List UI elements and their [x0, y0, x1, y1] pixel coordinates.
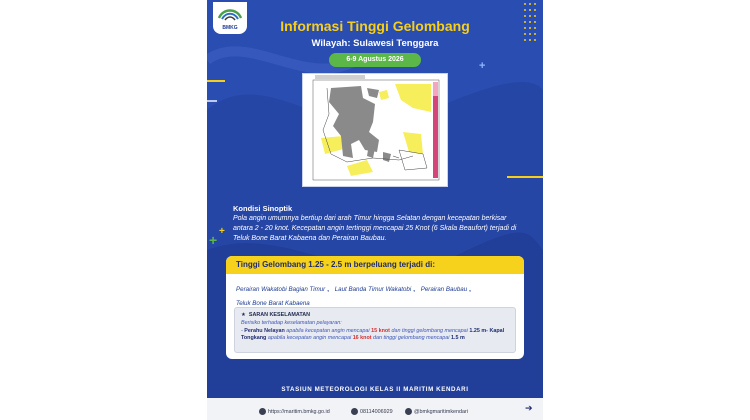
safety-body: Berisiko terhadap keselamatan pelayaran: - Perahu Nelayan apabila kecepatan angin mencapai 15 knot dan tinggi gelombang mencapai 1.25 m- Kapal Tongkang apabila kecepatan angin mencapai 16 knot dan tinggi gelombang mencapai 1.5 m	[241, 320, 505, 341]
plus-icon: +	[479, 60, 486, 72]
arrow-right-icon[interactable]: ➔	[525, 403, 533, 413]
wind-threshold: 15 knot	[371, 327, 390, 334]
star-icon: ★	[241, 312, 246, 318]
page-title: Informasi Tinggi Gelombang	[280, 18, 470, 34]
wave-threshold: 1.25 m	[469, 327, 487, 334]
location-item: Teluk Bone Barat Kabaena	[236, 300, 310, 307]
location-separator: ,	[469, 286, 471, 293]
location-item: Perairan Baubau	[420, 286, 468, 293]
region-subtitle: Wilayah: Sulawesi Tenggara	[311, 38, 439, 49]
location-separator: ,	[413, 286, 415, 293]
decorative-line	[207, 100, 217, 102]
wave-height-map	[302, 73, 448, 187]
wind-threshold: 16 knot	[352, 335, 372, 341]
date-badge: 6-9 Agustus 2026	[329, 53, 421, 67]
phone-icon	[351, 408, 358, 415]
boat-type: Kapal Tongkang	[241, 327, 505, 341]
instagram-link[interactable]: @bmkgmaritimkendari	[405, 408, 468, 415]
decorative-line	[507, 176, 543, 178]
location-separator: ,	[327, 286, 329, 293]
phone-link[interactable]: 08114006929	[351, 408, 393, 415]
instagram-icon	[405, 408, 412, 415]
info-poster	[207, 0, 543, 420]
boat-type: Perahu Nelayan	[244, 327, 285, 334]
station-name: STASIUN METEOROLOGI KELAS II MARITIM KENDARI	[281, 386, 469, 393]
logo-text: BMKG	[222, 25, 238, 31]
wave-threshold: 1.5 m	[450, 335, 465, 341]
wave-height-map-icon	[303, 74, 447, 186]
decorative-line	[207, 80, 225, 82]
plus-icon: +	[209, 232, 218, 248]
website-link[interactable]: https://maritim.bmkg.go.id	[259, 408, 330, 415]
location-item: Perairan Wakatobi Bagian Timur	[236, 286, 326, 293]
location-item: Laut Banda Timur Wakatobi	[334, 286, 412, 293]
wave-info-header: Tinggi Gelombang 1.25 - 2.5 m berpeluang terjadi di:	[226, 256, 524, 274]
safety-title: ★ SARAN KESELAMATAN	[241, 312, 311, 318]
synoptic-body: Pola angin umumnya bertiup dari arah Timur hingga Selatan dengan kecepatan berkisar antara 2 - 20 knot. Kecepatan angin tertinggi mencapai 25 Knot (6 Skala Beaufort) terjadi di Teluk Bone Barat Kabaena dan Perairan Baubau.	[233, 215, 517, 242]
safety-advice-box	[234, 307, 516, 353]
synoptic-title: Kondisi Sinoptik	[233, 204, 293, 213]
globe-icon	[259, 408, 266, 415]
contact-footer	[207, 398, 543, 420]
plus-icon: +	[219, 226, 225, 237]
wave-info-card	[226, 256, 524, 359]
